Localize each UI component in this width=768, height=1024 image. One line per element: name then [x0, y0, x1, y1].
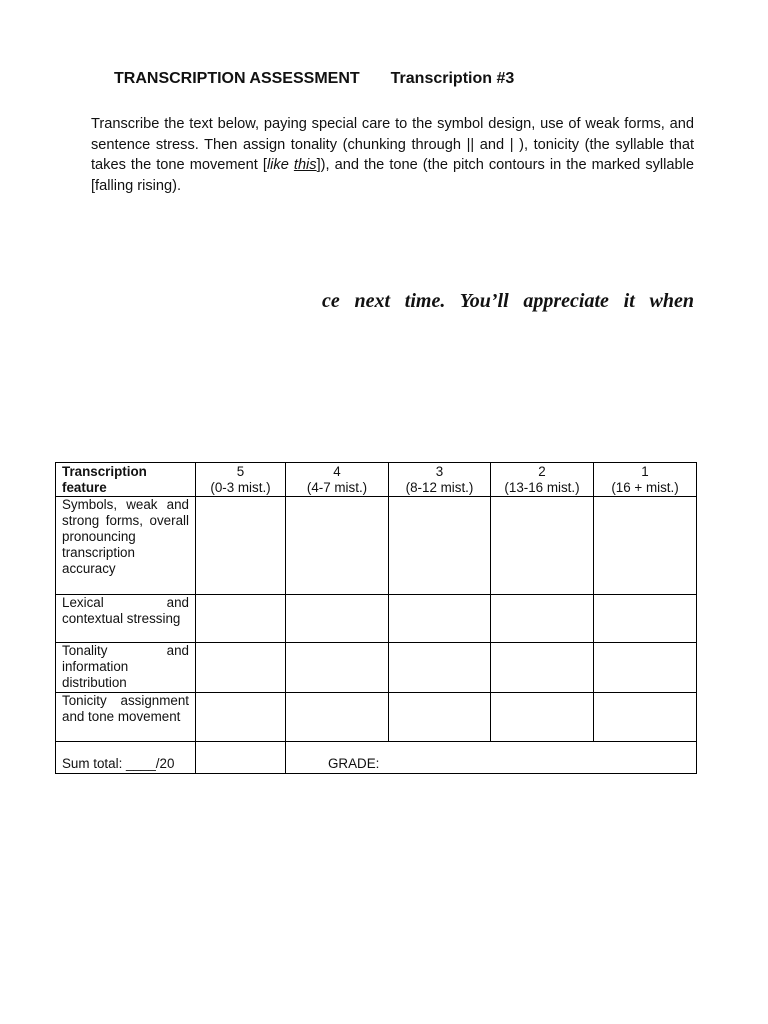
- score-cell[interactable]: [594, 643, 697, 693]
- mistake-range: (13-16 mist.): [504, 480, 580, 495]
- sum-total-cell[interactable]: [196, 742, 286, 774]
- score-column-header-5: [196, 463, 286, 497]
- score-cell[interactable]: [196, 497, 286, 595]
- rubric-header-row: [56, 463, 697, 497]
- score-cell[interactable]: [389, 497, 491, 595]
- criterion-tonicity: Tonicity assignment and tone movement: [56, 693, 196, 742]
- grade-label: GRADE:: [328, 756, 380, 771]
- score-cell[interactable]: [389, 643, 491, 693]
- score-cell[interactable]: [286, 643, 389, 693]
- criterion-stressing: Lexical and contextual stressing: [56, 595, 196, 643]
- table-row: [56, 497, 697, 595]
- instructions-paragraph: [91, 114, 694, 196]
- score-cell[interactable]: [491, 643, 594, 693]
- assessment-title: TRANSCRIPTION ASSESSMENT: [114, 70, 360, 87]
- score-value: 1: [641, 464, 649, 479]
- score-cell[interactable]: [196, 643, 286, 693]
- mistake-range: (8-12 mist.): [405, 480, 474, 495]
- table-row: [56, 595, 697, 643]
- score-cell[interactable]: [491, 693, 594, 742]
- sum-total-label: Sum total: ____/20: [56, 742, 196, 774]
- score-cell[interactable]: [286, 693, 389, 742]
- score-cell[interactable]: [594, 497, 697, 595]
- score-column-header-3: [389, 463, 491, 497]
- transcription-passage: ce next time. You’ll appreciate it when: [322, 290, 694, 312]
- score-column-header-4: [286, 463, 389, 497]
- instructions-this-word: this: [293, 157, 317, 174]
- table-row: [56, 643, 697, 693]
- score-cell[interactable]: [389, 595, 491, 643]
- mistake-range: (4-7 mist.): [306, 480, 368, 495]
- instructions-text-part2: ]), and the tone (the pitch contours in the marked syllable [falling rising).: [91, 157, 694, 194]
- score-value: 2: [538, 464, 546, 479]
- score-cell[interactable]: [491, 497, 594, 595]
- score-cell[interactable]: [196, 595, 286, 643]
- page-title: [114, 70, 514, 88]
- table-row: [56, 693, 697, 742]
- score-cell[interactable]: [286, 595, 389, 643]
- criterion-symbols: Symbols, weak and strong forms, overall pronouncing transcription accuracy: [56, 497, 196, 595]
- grade-cell[interactable]: [286, 742, 697, 774]
- score-cell[interactable]: [594, 693, 697, 742]
- mistake-range: (0-3 mist.): [210, 480, 271, 495]
- criterion-tonality: Tonality and information distribution: [56, 643, 196, 693]
- sum-total-row: [56, 742, 697, 774]
- mistake-range: (16 + mist.): [611, 480, 679, 495]
- instructions-like-word: like: [266, 157, 289, 174]
- feature-column-header: Transcription feature: [56, 463, 196, 497]
- score-value: 3: [435, 464, 444, 479]
- score-cell[interactable]: [594, 595, 697, 643]
- score-column-header-2: [491, 463, 594, 497]
- assessment-rubric-table: [55, 462, 697, 774]
- score-cell[interactable]: [286, 497, 389, 595]
- score-value: 4: [333, 464, 341, 479]
- transcription-number: Transcription #3: [390, 70, 515, 87]
- score-value: 5: [236, 464, 245, 479]
- score-cell[interactable]: [196, 693, 286, 742]
- score-cell[interactable]: [389, 693, 491, 742]
- score-cell[interactable]: [491, 595, 594, 643]
- instructions-text-part1: Transcribe the text below, paying special care to the symbol design, use of weak forms, and sentence stress. Then assign tonality (chunking through || and | ), tonicity (the syllable that takes the tone movement [: [91, 116, 694, 174]
- score-column-header-1: [594, 463, 697, 497]
